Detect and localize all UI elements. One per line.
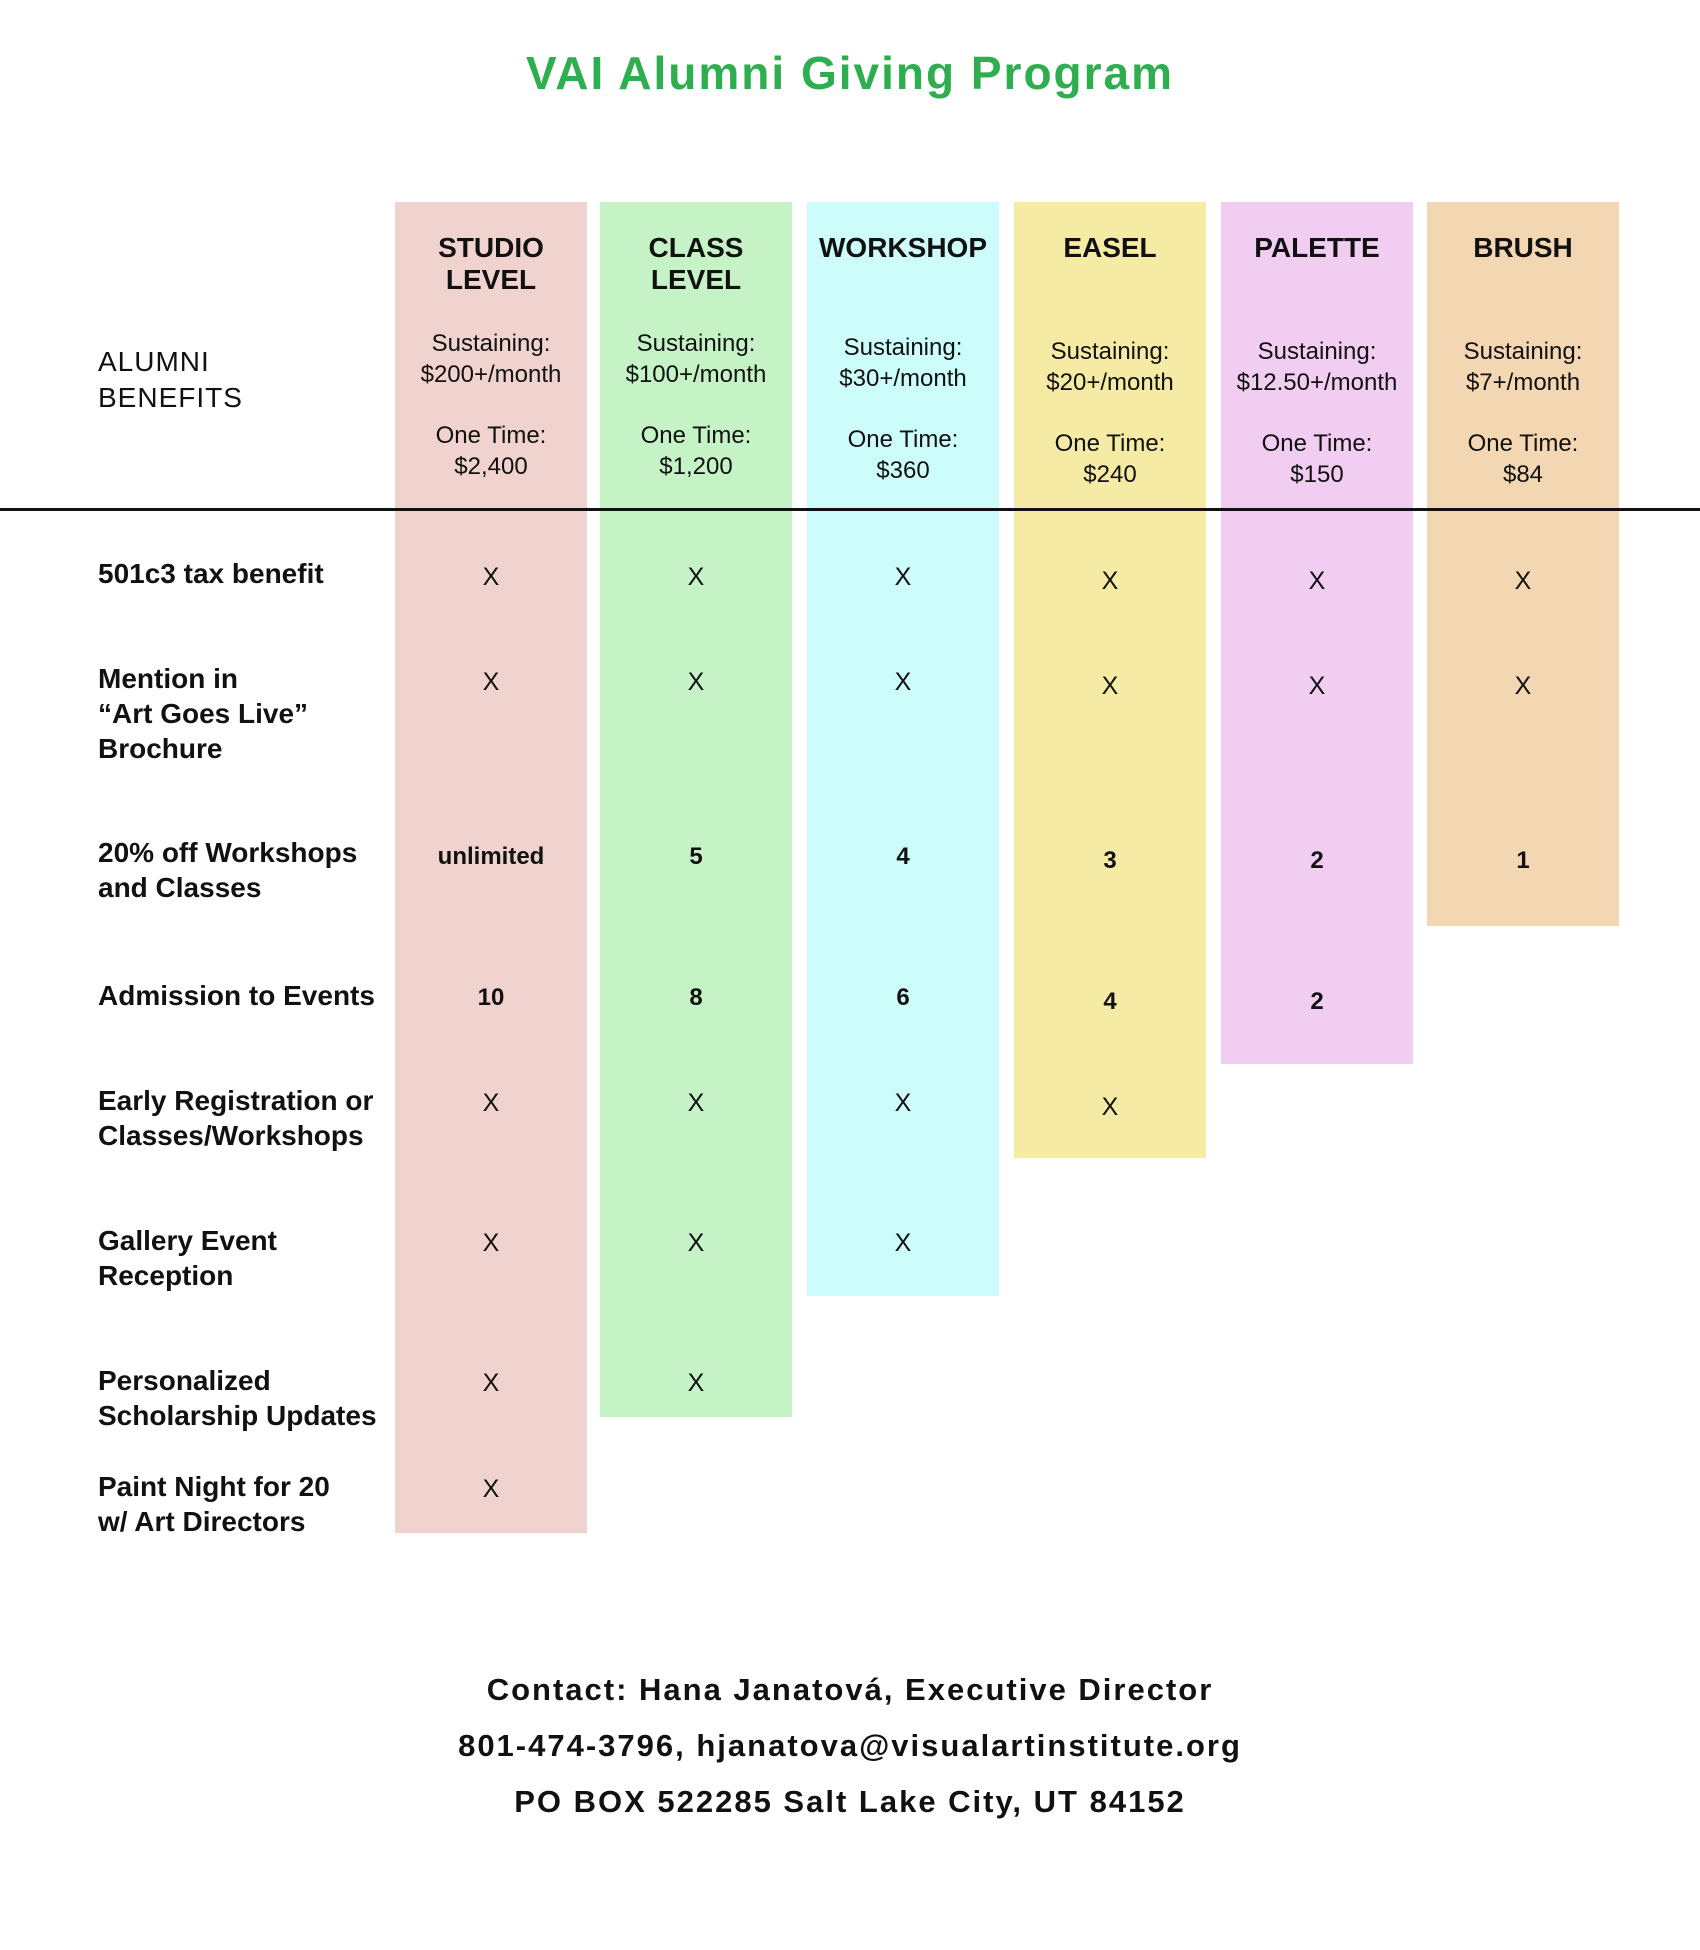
benefit-label: Mention in “Art Goes Live” Brochure — [98, 663, 309, 764]
tier-name: EASEL — [1063, 232, 1157, 263]
benefit-cell: 10 — [477, 984, 505, 1011]
tier-one-time-price: One Time: $150 — [1261, 430, 1373, 488]
benefit-cell: X — [482, 1475, 500, 1503]
benefit-cell: X — [1101, 672, 1119, 700]
benefit-cell: 8 — [689, 984, 703, 1011]
tier-name: BRUSH — [1473, 232, 1573, 263]
benefit-cell: unlimited — [437, 843, 545, 870]
contact-address: PO BOX 522285 Salt Lake City, UT 84152 — [514, 1784, 1186, 1819]
benefit-cell: X — [1101, 567, 1119, 595]
benefit-cell: X — [687, 668, 705, 696]
tier-name: CLASS LEVEL — [648, 232, 744, 295]
page-title: VAI Alumni Giving Program — [525, 47, 1175, 99]
tier-column-background — [1427, 202, 1619, 926]
tier-one-time-price: One Time: $240 — [1054, 430, 1166, 488]
benefit-cell: X — [1308, 567, 1326, 595]
benefit-cell: X — [482, 1089, 500, 1117]
benefit-cell: X — [1514, 567, 1532, 595]
benefit-cell: X — [894, 1229, 912, 1257]
tier-sustaining-price: Sustaining: $12.50+/month — [1236, 338, 1398, 396]
header-divider — [0, 508, 1700, 511]
benefit-cell: 4 — [896, 843, 910, 870]
tier-sustaining-price: Sustaining: $7+/month — [1463, 338, 1583, 396]
benefit-cell: 3 — [1103, 847, 1117, 874]
benefit-cell: X — [482, 563, 500, 591]
tier-column-background — [1221, 202, 1413, 1064]
benefit-cell: X — [1514, 672, 1532, 700]
tier-name: WORKSHOP — [819, 232, 987, 263]
benefit-cell: X — [482, 1369, 500, 1397]
tier-one-time-price: One Time: $360 — [847, 426, 959, 484]
tier-one-time-price: One Time: $1,200 — [640, 422, 752, 480]
tier-sustaining-price: Sustaining: $100+/month — [625, 330, 767, 388]
benefit-cell: X — [687, 1229, 705, 1257]
benefit-label: Early Registration or Classes/Workshops — [98, 1085, 374, 1151]
benefit-label: 501c3 tax benefit — [98, 558, 324, 589]
benefit-cell: X — [687, 1089, 705, 1117]
benefit-label: Personalized Scholarship Updates — [98, 1365, 377, 1431]
benefit-label: 20% off Workshops and Classes — [98, 837, 358, 903]
tier-name: PALETTE — [1254, 232, 1380, 263]
benefit-label: Paint Night for 20 w/ Art Directors — [98, 1471, 330, 1537]
tier-name: STUDIO LEVEL — [438, 232, 544, 295]
tier-one-time-price: One Time: $84 — [1467, 430, 1579, 488]
benefit-cell: X — [894, 1089, 912, 1117]
contact-name: Contact: Hana Janatová, Executive Director — [486, 1672, 1214, 1707]
benefit-cell: X — [894, 668, 912, 696]
benefit-label: Gallery Event Reception — [98, 1225, 277, 1291]
tier-sustaining-price: Sustaining: $20+/month — [1046, 338, 1174, 396]
benefit-cell: X — [687, 1369, 705, 1397]
tier-sustaining-price: Sustaining: $30+/month — [839, 334, 967, 392]
benefit-cell: X — [482, 668, 500, 696]
benefit-cell: X — [687, 563, 705, 591]
benefit-cell: X — [894, 563, 912, 591]
tier-sustaining-price: Sustaining: $200+/month — [420, 330, 562, 388]
benefit-cell: 6 — [896, 984, 910, 1011]
benefit-cell: X — [1101, 1093, 1119, 1121]
benefit-cell: 1 — [1516, 847, 1530, 874]
contact-phone-email: 801-474-3796, hjanatova@visualartinstitute.org — [458, 1728, 1242, 1763]
benefit-label: Admission to Events — [98, 980, 375, 1011]
benefit-cell: X — [1308, 672, 1326, 700]
tier-one-time-price: One Time: $2,400 — [435, 422, 547, 480]
benefit-cell: X — [482, 1229, 500, 1257]
benefit-cell: 4 — [1103, 988, 1117, 1015]
benefit-cell: 5 — [689, 843, 703, 870]
benefits-heading: ALUMNI BENEFITS — [98, 346, 243, 413]
benefit-cell: 2 — [1310, 988, 1324, 1015]
benefit-cell: 2 — [1310, 847, 1324, 874]
